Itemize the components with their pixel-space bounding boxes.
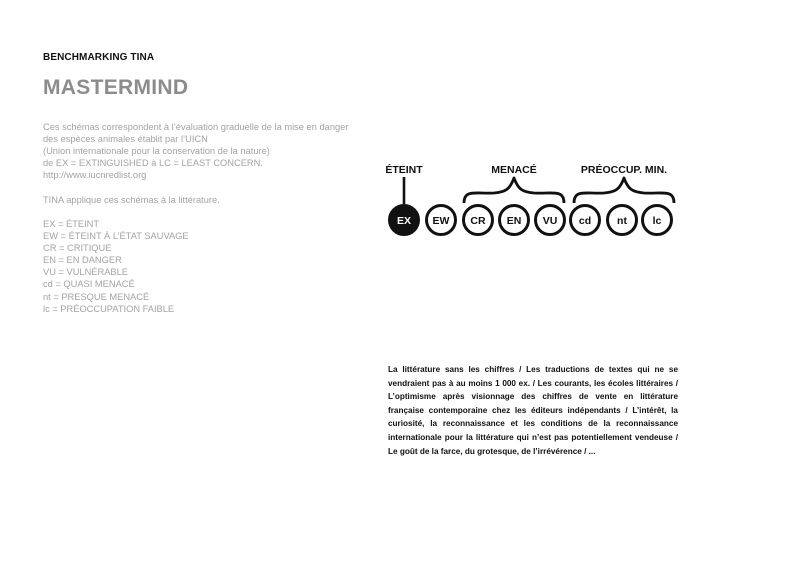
legend-item: nt = PRESQUE MENACÉ bbox=[43, 291, 150, 302]
status-circle-ex bbox=[390, 206, 419, 235]
paragraph-gap bbox=[43, 181, 363, 193]
group-label-menace: MENACÉ bbox=[491, 164, 537, 176]
intro-line: Ces schémas correspondent à l’évaluation graduelle de la mise en danger bbox=[43, 122, 349, 132]
svg-text:lc: lc bbox=[652, 215, 662, 227]
group-label-eteint: ÉTEINT bbox=[385, 164, 423, 176]
intro-line: des espèces animales établit par l’UICN bbox=[43, 134, 208, 145]
status-circle-cr bbox=[464, 206, 493, 235]
legend-item: cd = QUASI MENACÉ bbox=[43, 279, 135, 290]
iucn-url: http://www.iucnredlist.org bbox=[43, 170, 147, 181]
svg-text:EX: EX bbox=[396, 215, 412, 227]
svg-text:cd: cd bbox=[578, 215, 592, 227]
legend-item: CR = CRITIQUE bbox=[43, 243, 112, 254]
menace-brace bbox=[464, 178, 564, 203]
svg-text:CR: CR bbox=[470, 215, 486, 227]
svg-text:EN: EN bbox=[506, 215, 522, 227]
intro-paragraph bbox=[43, 121, 363, 206]
status-circle-nt bbox=[608, 206, 637, 235]
intro-line: (Union internationale pour la conservation de la nature) bbox=[43, 146, 270, 157]
legend-item: EN = EN DANGER bbox=[43, 255, 122, 266]
svg-text:nt: nt bbox=[617, 215, 627, 227]
legend-item: EX = ÉTEINT bbox=[43, 219, 100, 229]
abbreviation-legend bbox=[43, 218, 189, 315]
status-circle-en bbox=[500, 206, 529, 235]
preoccup-brace bbox=[574, 178, 674, 203]
intro-line: de EX = EXTINGUISHED à LC = LEAST CONCERN. bbox=[43, 158, 263, 169]
legend-item: lc = PRÉOCCUPATION FAIBLE bbox=[43, 303, 175, 314]
literature-blurb: La littérature sans les chiffres / Les traductions de textes qui ne se vendraient pas à au moins 1 000 ex. / Les courants, les écoles littéraires / L’optimisme après visionnage des chiffres de vente en littérature française contemporaine chez les éditeurs indépendants / L’intérêt, la curiosité, la reconnaissance et les conditions de la reconnaissance internationale pour la littérature qui n’est pas potentiellement vendeuse / Le goût de la farce, du grotesque, de l’irrévérence / ... bbox=[388, 365, 678, 456]
status-circle-lc bbox=[643, 206, 672, 235]
tina-line: TINA applique ces schémas à la littérature. bbox=[43, 194, 220, 205]
legend-item: VU = VULNÉRABLE bbox=[43, 267, 128, 278]
svg-text:VU: VU bbox=[542, 215, 558, 227]
status-circle-cd bbox=[571, 206, 600, 235]
svg-text:EW: EW bbox=[432, 215, 450, 227]
threat-scale-diagram bbox=[380, 150, 680, 245]
section-kicker: BENCHMARKING TINA bbox=[43, 52, 155, 63]
group-label-preoccup: PRÉOCCUP. MIN. bbox=[580, 164, 668, 176]
status-circle-ew bbox=[427, 206, 456, 235]
legend-item: EW = ÉTEINT À L’ÉTAT SAUVAGE bbox=[43, 231, 189, 242]
status-circle-vu bbox=[536, 206, 565, 235]
page-title: MASTERMIND bbox=[43, 76, 189, 99]
